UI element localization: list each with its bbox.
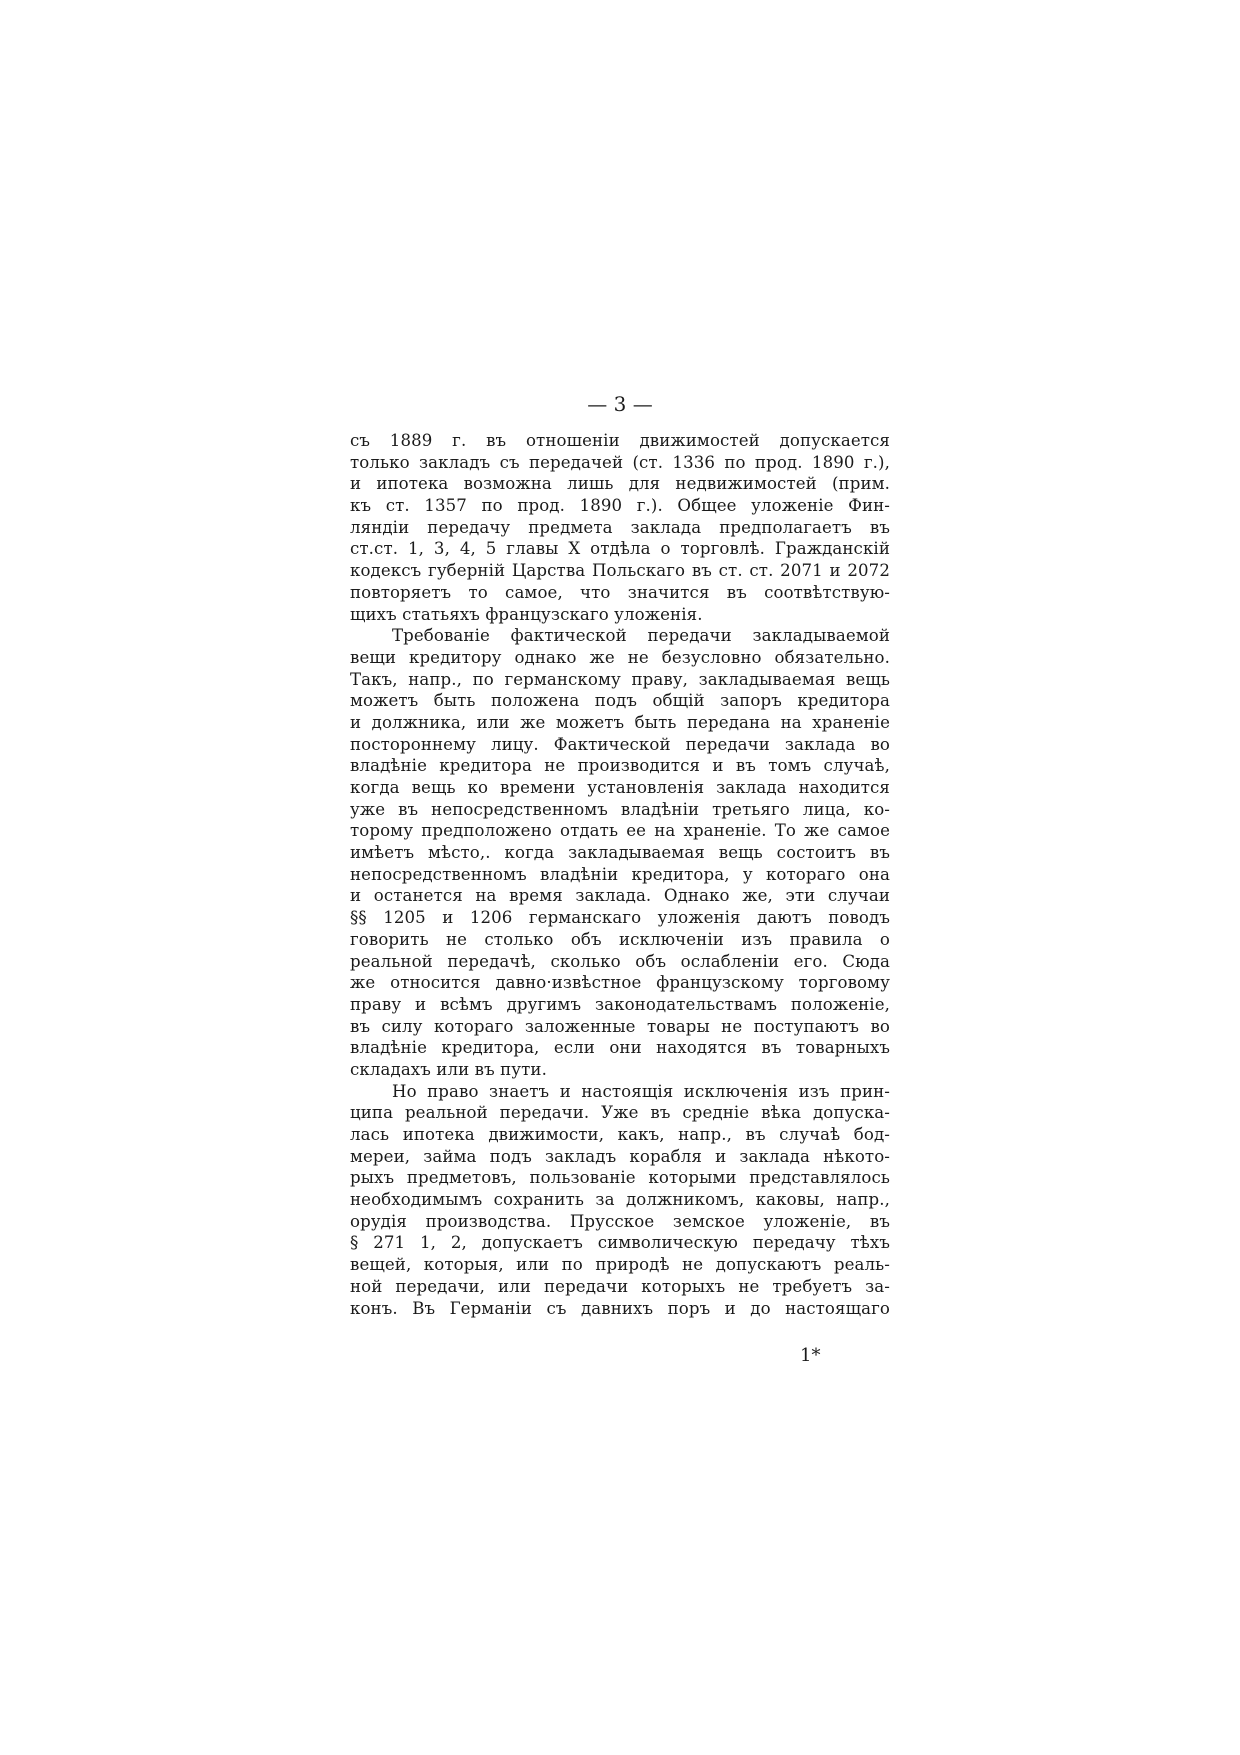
text-line: и должника, или же можетъ быть передана на храненіе: [350, 712, 890, 732]
text-line: лась ипотека движимости, какъ, напр., въ случаѣ бод-: [350, 1125, 890, 1144]
text-line: рыхъ предметовъ, пользованіе которыми представлялось: [350, 1168, 890, 1188]
text-line: мереи, займа подъ закладъ корабля и заклада нѣкото-: [350, 1146, 890, 1166]
text-line: уже въ непосредственномъ владѣніи третьяго лица, ко-: [350, 799, 890, 819]
text-line: реальной передачѣ, сколько объ ослабленіи его. Сюда: [350, 951, 890, 971]
text-line: ст.ст. 1, 3, 4, 5 главы X отдѣла о торговлѣ. Гражданскій: [350, 539, 890, 559]
text-line: орудія производства. Прусское земское уложеніе, въ: [350, 1211, 890, 1231]
text-line: владѣніе кредитора не производится и въ томъ случаѣ,: [350, 756, 890, 776]
text-line: торому предположено отдать ее на храненіе. То же самое: [350, 821, 890, 841]
text-line: Такъ, напр., по германскому праву, закладываемая вещь: [350, 669, 890, 689]
text-line: Требованіе фактической передачи закладываемой: [392, 626, 890, 646]
text-line: владѣніе кредитора, если они находятся въ товарныхъ: [350, 1038, 890, 1058]
text-line: непосредственномъ владѣніи кредитора, у котораго она: [350, 864, 890, 884]
text-line: праву и всѣмъ другимъ законодательствамъ положеніе,: [350, 994, 890, 1014]
body-text: [350, 430, 890, 1319]
signature-mark: 1*: [800, 1345, 821, 1366]
text-line: повторяетъ то самое, что значится въ соотвѣтствую-: [350, 582, 890, 602]
text-line: вещей, которыя, или по природѣ не допускаютъ реаль-: [350, 1255, 890, 1275]
text-line: съ 1889 г. въ отношеніи движимостей допускается: [350, 431, 890, 450]
text-line: же относится давно·извѣстное французскому торговому: [350, 973, 890, 993]
text-line: къ ст. 1357 по прод. 1890 г.). Общее уложеніе Фин-: [350, 496, 890, 516]
text-line: вещи кредитору однако же не безусловно обязательно.: [350, 647, 890, 667]
text-line: складахъ или въ пути.: [350, 1059, 547, 1079]
text-line: необходимымъ сохранить за должникомъ, каковы, напр.,: [350, 1190, 890, 1210]
text-line: щихъ статьяхъ французскаго уложенія.: [350, 604, 703, 624]
text-line: ципа реальной передачи. Уже въ средніе вѣка допуска-: [350, 1103, 890, 1123]
text-line: постороннему лицу. Фактической передачи заклада во: [350, 734, 890, 754]
text-line: когда вещь ко времени установленія заклада находится: [350, 778, 890, 797]
text-line: §§ 1205 и 1206 германскаго уложенія даютъ поводъ: [350, 908, 890, 928]
text-line: § 271 1, 2, допускаетъ символическую передачу тѣхъ: [350, 1233, 890, 1253]
text-line: ной передачи, или передачи которыхъ не требуетъ за-: [350, 1276, 890, 1296]
text-line: только закладъ съ передачей (ст. 1336 по прод. 1890 г.),: [350, 452, 890, 472]
text-line: Но право знаетъ и настоящія исключенія изъ прин-: [392, 1081, 890, 1101]
text-line: говорить не столько объ исключеніи изъ правила о: [350, 929, 890, 949]
page-number: — 3 —: [587, 392, 653, 416]
text-line: въ силу котораго заложенные товары не поступаютъ во: [350, 1016, 890, 1036]
text-line: и ипотека возможна лишь для недвижимостей (прим.: [350, 474, 890, 494]
text-line: можетъ быть положена подъ общій запоръ кредитора: [350, 691, 890, 711]
text-line: кодексъ губерній Царства Польскаго въ ст. ст. 2071 и 2072: [350, 561, 890, 581]
text-line: и останется на время заклада. Однако же, эти случаи: [350, 886, 890, 906]
text-line: имѣетъ мѣсто,. когда закладываемая вещь состоитъ въ: [350, 843, 890, 863]
text-line: конъ. Въ Германіи съ давнихъ поръ и до настоящаго: [350, 1298, 890, 1318]
text-line: ляндіи передачу предмета заклада предполагаетъ въ: [350, 517, 890, 537]
